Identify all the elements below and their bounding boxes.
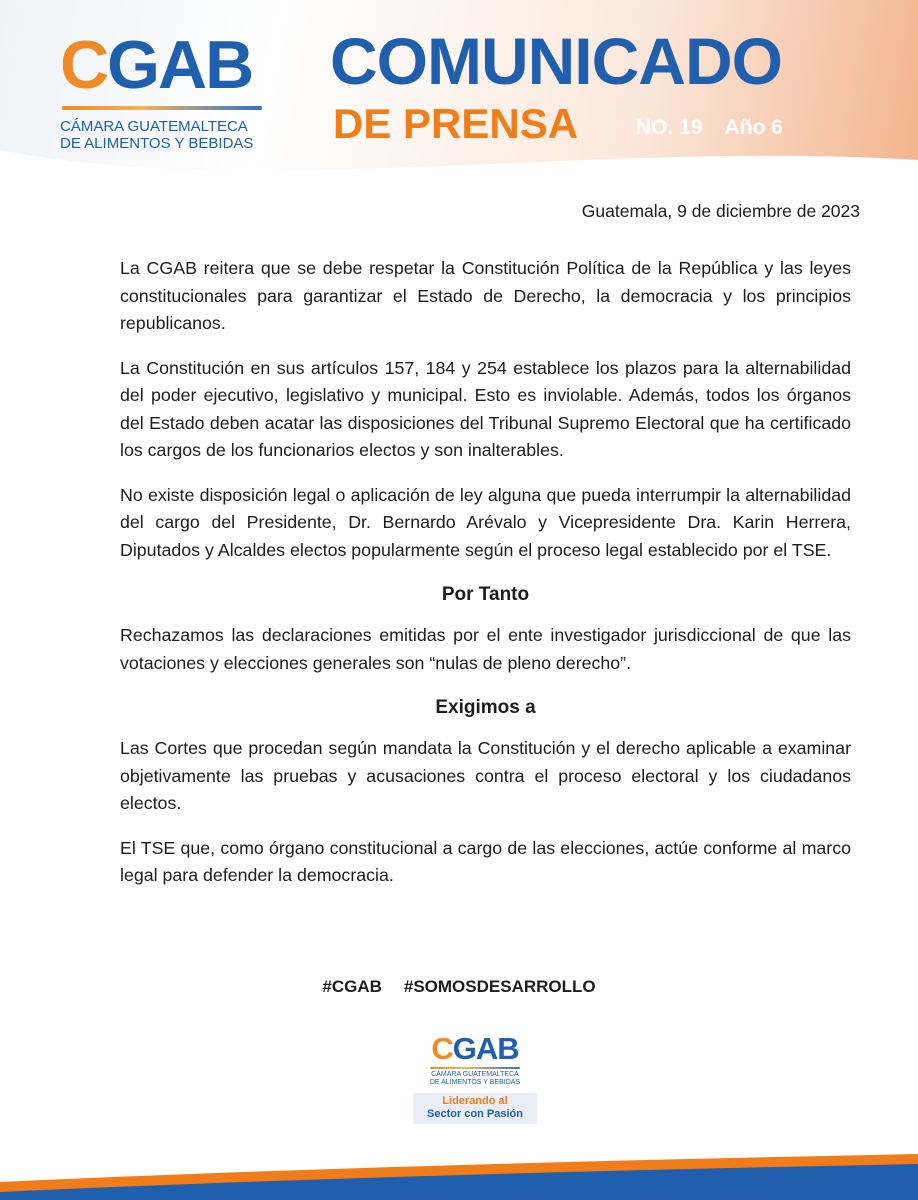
logo-org-line-1: CÁMARA GUATEMALTECA	[60, 118, 248, 135]
paragraph-4: Rechazamos las declaraciones emitidas por el ente investigador jurisdiccional de que las votaciones y elecciones generales son “nulas de pleno derecho”.	[120, 625, 851, 673]
page-subtitle: DE PRENSA	[333, 100, 579, 147]
footer-logo-org-line-2: DE ALIMENTOS Y BEBIDAS	[429, 1079, 521, 1086]
heading-por-tanto: Por Tanto	[441, 584, 530, 605]
paragraph-5: Las Cortes que procedan según mandata la Constitución y el derecho aplicable a examinar objetivamente las pruebas y acusaciones contra el proceso electoral y los ciudadanos electos.	[120, 738, 851, 813]
footer-logo-letter-c: C	[431, 1031, 453, 1066]
slogan-line-2: Sector con Pasión	[427, 1108, 523, 1120]
logo-letter-c: C	[60, 27, 108, 103]
issue-number: NO. 19	[636, 116, 703, 139]
cgab-logo	[60, 27, 280, 152]
footer-logo-wordmark	[420, 1032, 530, 1066]
paragraph-2: La Constitución en sus artículos 157, 184 y 254 establece los plazos para la alternabilidad del poder ejecutivo, legislativo y municipal. Esto es inviolable. Además, todos los órganos del Estado deben acatar las disposiciones del Tribunal Supremo Electoral que ha certificado los cargos de los funcionarios electos y son inalterables.	[120, 357, 851, 460]
header-banner	[0, 0, 918, 180]
footer-wave-decoration	[0, 1150, 918, 1200]
hashtags	[0, 977, 918, 997]
issue-year: Año 6	[724, 116, 783, 139]
paragraph-6: El TSE que, como órgano constitucional a cargo de las elecciones, actúe conforme al marco legal para defender la democracia.	[120, 837, 851, 885]
footer-logo-letters-gab: GAB	[452, 1031, 519, 1066]
paragraph-1: La CGAB reitera que se debe respetar la Constitución Política de la República y las leyes constitucionales para garantizar el Estado de Derecho, la democracia y los principios republicanos.	[120, 258, 851, 333]
hashtag-somosdesarrollo: #SOMOSDESARROLLO	[403, 977, 596, 996]
cgab-logo-wordmark	[60, 27, 280, 103]
document-date: Guatemala, 9 de diciembre de 2023	[581, 201, 860, 221]
footer-logo-org-line-1: CÁMARA GUATEMALTECA	[431, 1071, 519, 1078]
footer-logo	[420, 1032, 530, 1124]
footer-logo-underline	[430, 1067, 520, 1069]
footer-slogan	[413, 1093, 537, 1124]
page-title: COMUNICADO	[330, 24, 782, 98]
document-body	[120, 255, 851, 907]
logo-org-line-2: DE ALIMENTOS Y BEBIDAS	[60, 135, 254, 152]
hashtag-cgab: #CGAB	[322, 977, 382, 996]
heading-exigimos: Exigimos a	[435, 697, 536, 718]
logo-letters-gab: GAB	[107, 27, 253, 103]
slogan-line-1: Liderando al	[442, 1095, 508, 1107]
logo-underline	[62, 106, 262, 110]
issue-info	[636, 116, 783, 140]
paragraph-3: No existe disposición legal o aplicación de ley alguna que pueda interrumpir la alternabilidad del cargo del Presidente, Dr. Bernardo Arévalo y Vicepresidente Dra. Karin Herrera, Diputados y Alcaldes electos popularmente según el proceso legal establecido por el TSE.	[120, 484, 851, 560]
